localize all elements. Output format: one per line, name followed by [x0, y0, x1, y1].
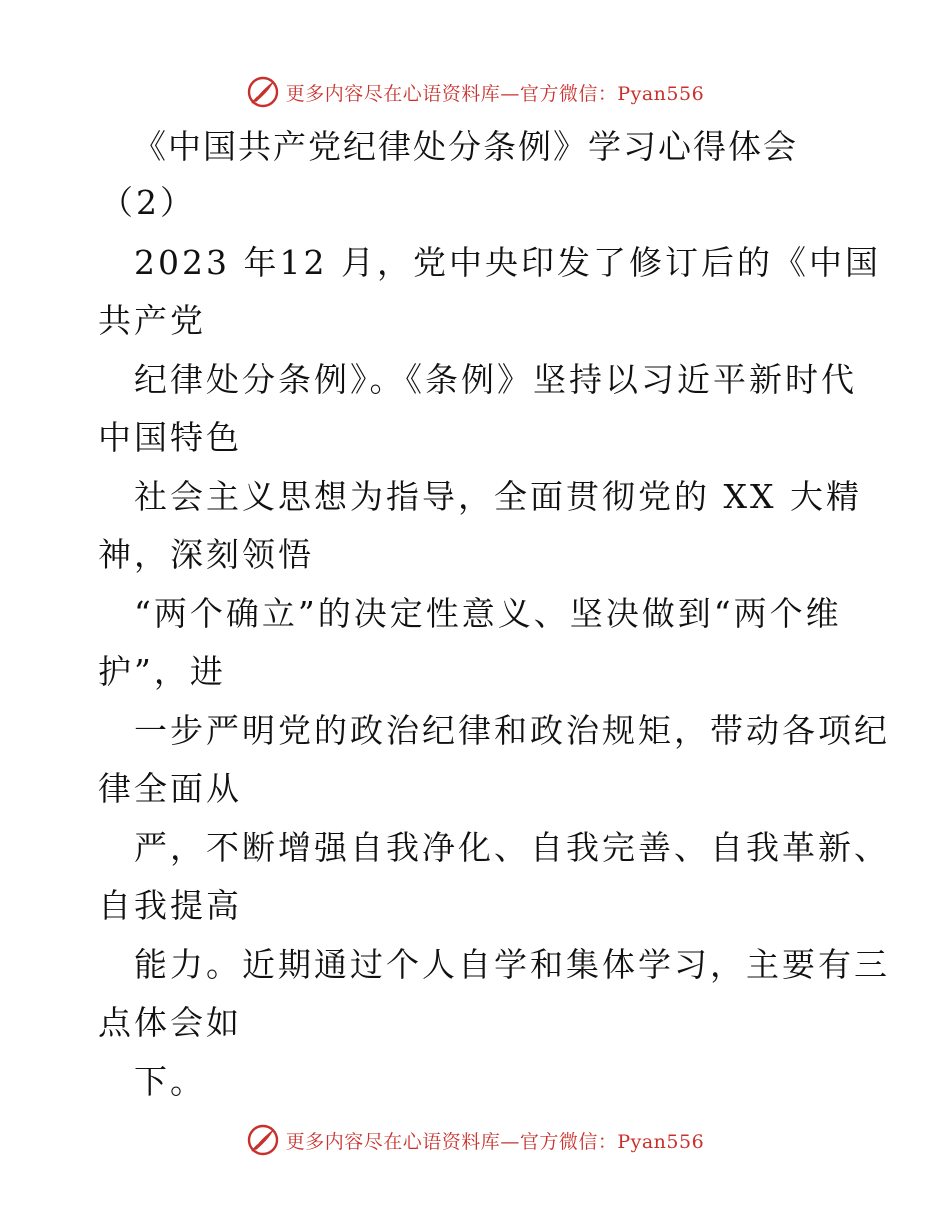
watermark-text	[286, 1127, 704, 1154]
watermark-account: Pyan556	[617, 82, 705, 105]
watermark-dash: —	[500, 82, 520, 105]
paragraph-line: 纪律处分条例》。《条例》坚持以习近平新时代	[134, 360, 857, 399]
watermark-main-text: 更多内容尽在心语资料库	[285, 82, 501, 105]
paragraph-line: 中国特色	[98, 418, 242, 457]
document-title: 《中国共产党纪律处分条例》学习心得体会	[133, 127, 798, 166]
feather-pen-logo-icon	[246, 1123, 280, 1157]
footer-watermark-banner	[0, 1120, 950, 1160]
watermark-main-text: 更多内容尽在心语资料库	[285, 1130, 501, 1153]
paragraph-line: 护”，进	[98, 652, 226, 691]
watermark-wechat-label: 官方微信：	[519, 82, 618, 105]
watermark-text	[286, 79, 704, 106]
paragraph-line: 下。	[134, 1062, 206, 1101]
watermark-dash: —	[500, 1130, 520, 1153]
paragraph-line: 共产党	[98, 301, 206, 340]
watermark-wechat-label: 官方微信：	[519, 1130, 618, 1153]
paragraph-line: 律全面从	[98, 769, 242, 808]
paragraph-line: 严，不断增强自我净化、自我完善、自我革新、	[134, 828, 890, 867]
document-title-number: （2）	[100, 183, 196, 222]
paragraph-line: 自我提高	[98, 886, 242, 925]
paragraph-line: “两个确立”的决定性意义、坚决做到“两个维	[134, 594, 842, 633]
feather-pen-logo-icon	[246, 75, 280, 109]
watermark-account: Pyan556	[617, 1130, 705, 1153]
paragraph-line: 神，深刻领悟	[98, 535, 314, 574]
paragraph-line: 点体会如	[98, 1003, 242, 1042]
header-watermark-banner	[0, 72, 950, 112]
paragraph-line: 能力。近期通过个人自学和集体学习，主要有三	[134, 945, 890, 984]
paragraph-line: 一步严明党的政治纪律和政治规矩，带动各项纪	[134, 711, 890, 750]
paragraph-line: 社会主义思想为指导，全面贯彻党的 XX 大精	[134, 477, 862, 516]
paragraph-line: 2023 年12 月，党中央印发了修订后的《中国	[134, 243, 881, 282]
